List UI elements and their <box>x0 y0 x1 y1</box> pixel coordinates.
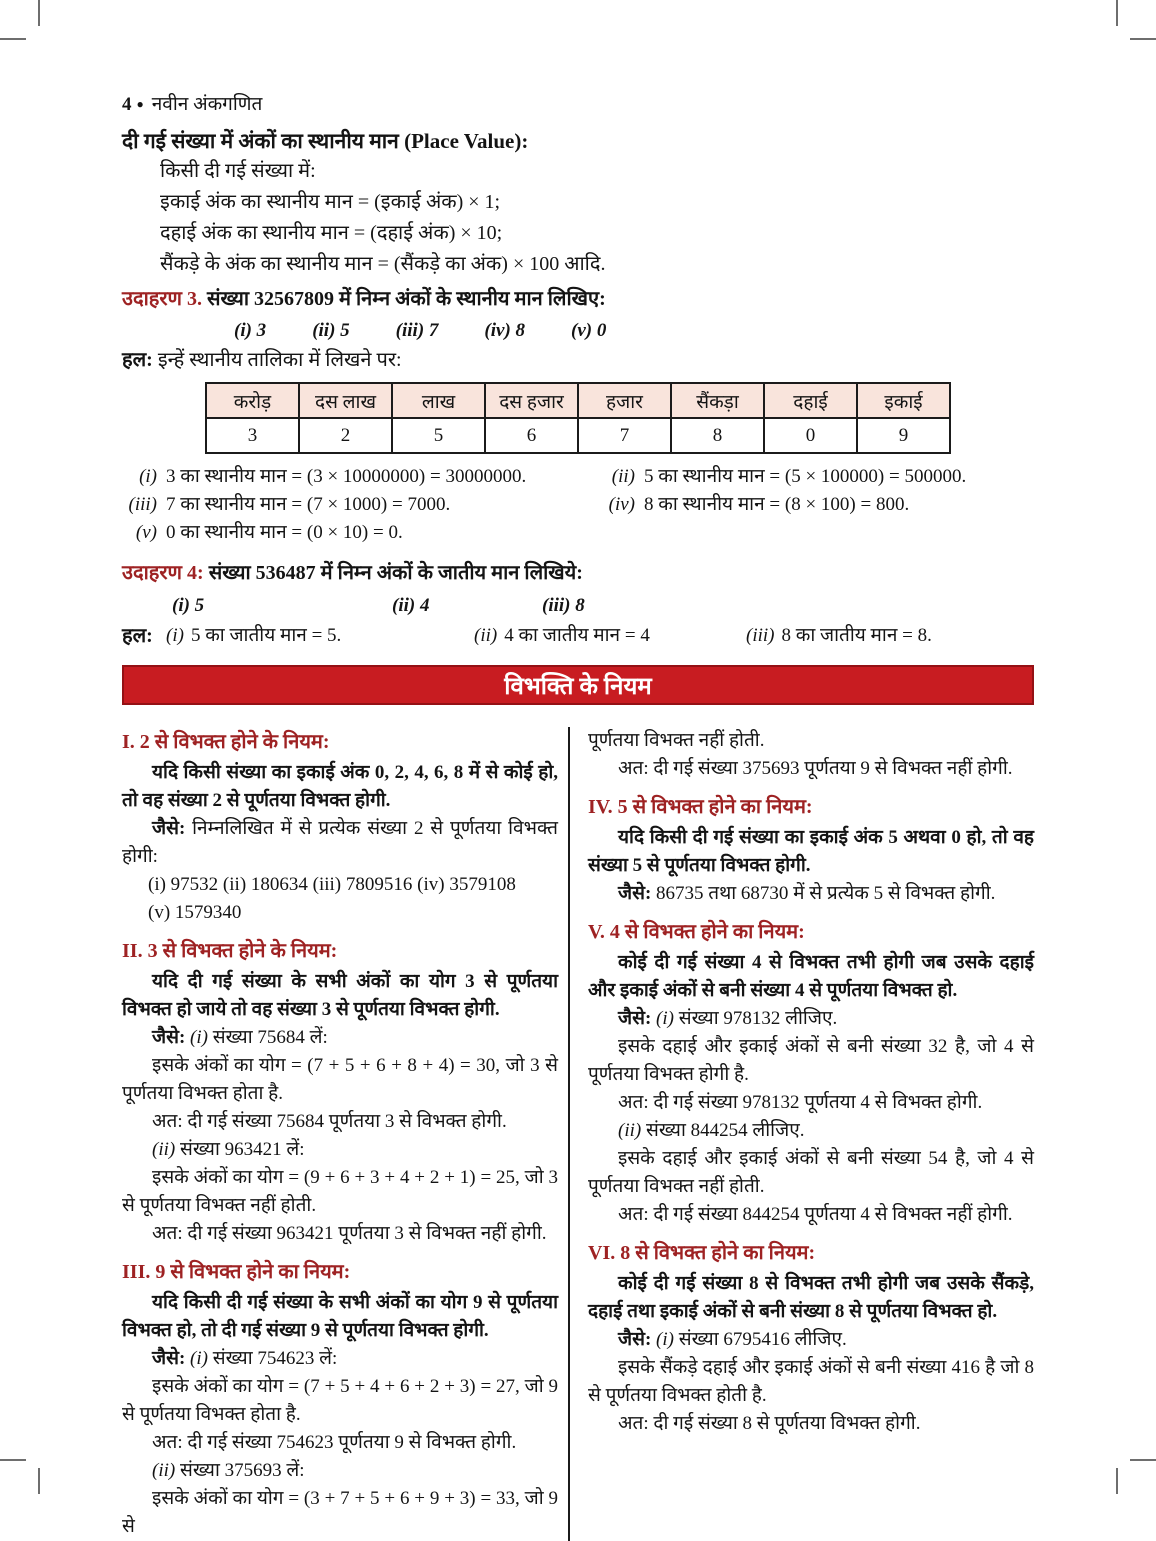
rule-section-6 <box>588 1238 1034 1438</box>
result-text: 8 का स्थानीय मान = (8 × 100) = 800. <box>644 494 910 515</box>
place-value-line-1: किसी दी गई संख्या में: <box>160 160 316 182</box>
rules-columns <box>122 727 1034 1541</box>
crop-mark-bottom-right-v <box>1116 1468 1118 1494</box>
result-item <box>600 463 966 491</box>
rule-6-line: इसके सैंकड़े दहाई और इकाई अंकों से बनी संख्या 416 है जो 8 से पूर्णतया विभक्त होती है. <box>588 1357 1034 1406</box>
result-text: 7 का स्थानीय मान = (7 × 1000) = 7000. <box>166 494 451 515</box>
bullet-icon: ● <box>136 97 144 111</box>
table-digit-cell: 5 <box>392 418 485 453</box>
example4-item-i: (i) 5 <box>172 595 205 616</box>
solution-intro-text: इन्हें स्थानीय तालिका में लिखने पर: <box>157 349 402 371</box>
jaise-text: संख्या 6795416 लीजिए. <box>678 1329 847 1350</box>
item-number: (i) <box>656 1008 674 1029</box>
rule-3-line: इसके अंकों का योग = (3 + 7 + 5 + 6 + 9 + 3) = 33, जो 9 से <box>122 1488 558 1537</box>
table-digit-cell: 0 <box>764 418 857 453</box>
table-header-cell: हजार <box>578 383 671 418</box>
result-text: 5 का जातीय मान = 5. <box>190 625 342 646</box>
result-item <box>600 491 909 519</box>
rule-section-2 <box>122 936 558 1248</box>
rule-3-heading: III. 9 से विभक्त होने का नियम: <box>122 1261 351 1283</box>
crop-mark-top-left-h <box>0 38 26 40</box>
item-number: (i) <box>190 1348 208 1369</box>
rule-1-example-intro <box>122 815 558 871</box>
page-content <box>122 92 1034 1541</box>
rule-5-heading: V. 4 से विभक्त होने का नियम: <box>588 921 805 943</box>
table-header-cell: इकाई <box>857 383 950 418</box>
book-title: नवीन अंकगणित <box>151 94 263 115</box>
rule-4-example-intro <box>588 880 1034 908</box>
result-number: (iii) <box>128 494 157 515</box>
crop-mark-top-right-h <box>1130 38 1156 40</box>
crop-mark-top-left-v <box>38 0 40 26</box>
table-header-cell: सैंकड़ा <box>671 383 764 418</box>
result-text: 8 का जातीय मान = 8. <box>781 625 932 646</box>
result-number: (i) <box>166 625 184 646</box>
example4-items <box>122 591 1034 621</box>
rule-5-line <box>588 1117 1034 1145</box>
table-header-cell: दहाई <box>764 383 857 418</box>
line-text: संख्या 844254 लीजिए. <box>645 1120 805 1141</box>
jaise-label: जैसे: <box>152 1348 186 1369</box>
rule-2-line: इसके अंकों का योग = (9 + 6 + 3 + 4 + 2 + 1) = 25, जो 3 से पूर्णतया विभक्त नहीं होती. <box>122 1167 558 1216</box>
result-number: (ii) <box>611 466 635 487</box>
result-item <box>166 621 474 651</box>
table-header-cell: दस हजार <box>485 383 578 418</box>
result-item <box>746 621 932 651</box>
example3-item-i: (i) 3 <box>234 320 267 341</box>
crop-mark-top-right-v <box>1116 0 1118 26</box>
place-value-line-2: इकाई अंक का स्थानीय मान = (इकाई अंक) × 1; <box>160 191 501 213</box>
jaise-text: संख्या 754623 लें: <box>212 1348 338 1369</box>
rule-section-5 <box>588 917 1034 1229</box>
rule-3-cont-line: पूर्णतया विभक्त नहीं होती. <box>588 730 765 751</box>
crop-mark-bottom-left-h <box>0 1459 26 1461</box>
rule-2-example-intro <box>122 1024 558 1052</box>
result-item <box>122 463 600 491</box>
page-number: 4 <box>122 94 132 115</box>
line-text: संख्या 375693 लें: <box>179 1460 305 1481</box>
table-digit-cell: 3 <box>206 418 299 453</box>
rule-6-heading: VI. 8 से विभक्त होने का नियम: <box>588 1242 816 1264</box>
rule-4-statement: यदि किसी दी गई संख्या का इकाई अंक 5 अथवा 0 हो, तो वह संख्या 5 से पूर्णतया विभक्त होगी. <box>588 827 1034 876</box>
example4-heading <box>122 557 1034 590</box>
example4-statement: संख्या 536487 में निम्न अंकों के जातीय मान लिखिये: <box>208 562 583 584</box>
result-text: 0 का स्थानीय मान = (0 × 10) = 0. <box>166 522 403 543</box>
rule-2-statement: यदि दी गई संख्या के सभी अंकों का योग 3 से पूर्णतया विभक्त हो जाये तो वह संख्या 3 से पूर्णतया विभक्त होगी. <box>122 971 558 1020</box>
solution-label: हल: <box>122 625 153 647</box>
example4-item-iii: (iii) 8 <box>542 595 585 616</box>
example3-heading <box>122 283 1034 316</box>
table-digit-row <box>206 418 950 453</box>
table-digit-cell: 7 <box>578 418 671 453</box>
rule-5-statement: कोई दी गई संख्या 4 से विभक्त तभी होगी जब उसके दहाई और इकाई अंकों से बनी संख्या 4 से पूर्णतया विभक्त हो. <box>588 952 1034 1001</box>
rule-1-heading: I. 2 से विभक्त होने के नियम: <box>122 731 330 753</box>
item-number: (ii) <box>152 1460 176 1481</box>
rule-2-line: इसके अंकों का योग = (7 + 5 + 6 + 8 + 4) = 30, जो 3 से पूर्णतया विभक्त होता है. <box>122 1055 558 1104</box>
result-number: (i) <box>139 466 157 487</box>
item-number: (ii) <box>618 1120 642 1141</box>
rule-5-line: अत: दी गई संख्या 978132 पूर्णतया 4 से विभक्त होगी. <box>618 1092 983 1113</box>
place-value-line-4: सैंकड़े के अंक का स्थानीय मान = (सैंकड़े का अंक) × 100 आदि. <box>160 253 606 275</box>
example3-items <box>234 316 1034 345</box>
table-header-cell: करोड़ <box>206 383 299 418</box>
jaise-label: जैसे: <box>618 883 652 904</box>
rule-1-numbers-line-2: (v) 1579340 <box>148 902 242 923</box>
result-item <box>122 491 600 519</box>
rule-3-statement: यदि किसी दी गई संख्या के सभी अंकों का योग 9 से पूर्णतया विभक्त हो, तो दी गई संख्या 9 से पूर्णतया विभक्त होगी. <box>122 1292 558 1341</box>
rule-2-line <box>122 1136 558 1164</box>
line-text: संख्या 963421 लें: <box>179 1139 305 1160</box>
example3-label: उदाहरण 3. <box>122 288 203 310</box>
result-item <box>122 519 600 547</box>
table-header-cell: दस लाख <box>299 383 392 418</box>
example4-item-ii: (ii) 4 <box>392 595 430 616</box>
example4-label: उदाहरण 4: <box>122 562 204 584</box>
rule-1-numbers-line-1: (i) 97532 (ii) 180634 (iii) 7809516 (iv) 3579108 <box>148 874 516 895</box>
table-header-row <box>206 383 950 418</box>
example4-results <box>122 621 1034 651</box>
table-digit-cell: 6 <box>485 418 578 453</box>
jaise-text: 86735 तथा 68730 में से प्रत्येक 5 से विभक्त होगी. <box>656 883 996 904</box>
rule-5-line: इसके दहाई और इकाई अंकों से बनी संख्या 54 है, जो 4 से पूर्णतया विभक्त नहीं होती. <box>588 1148 1034 1197</box>
result-item <box>474 621 746 651</box>
place-value-table <box>205 382 951 454</box>
rule-1-statement: यदि किसी संख्या का इकाई अंक 0, 2, 4, 6, 8 में से कोई हो, तो वह संख्या 2 से पूर्णतया विभक्त होगी. <box>122 762 558 811</box>
rule-3-cont-line: अत: दी गई संख्या 375693 पूर्णतया 9 से विभक्त नहीं होगी. <box>618 758 1013 779</box>
rule-6-example-intro <box>588 1326 1034 1354</box>
jaise-label: जैसे: <box>618 1329 652 1350</box>
rules-column-left <box>122 727 568 1541</box>
rule-2-line: अत: दी गई संख्या 963421 पूर्णतया 3 से विभक्त नहीं होगी. <box>152 1223 547 1244</box>
table-digit-cell: 2 <box>299 418 392 453</box>
jaise-text: संख्या 75684 लें: <box>212 1027 328 1048</box>
place-value-line-3: दहाई अंक का स्थानीय मान = (दहाई अंक) × 10; <box>160 222 503 244</box>
jaise-text: निम्नलिखित में से प्रत्येक संख्या 2 से पूर्णतया विभक्त होगी: <box>122 818 558 867</box>
rule-5-line: अत: दी गई संख्या 844254 पूर्णतया 4 से विभक्त नहीं होगी. <box>618 1204 1013 1225</box>
table-digit-cell: 9 <box>857 418 950 453</box>
result-text: 3 का स्थानीय मान = (3 × 10000000) = 30000000. <box>166 466 527 487</box>
item-number: (i) <box>656 1329 674 1350</box>
rule-4-heading: IV. 5 से विभक्त होने का नियम: <box>588 796 813 818</box>
rule-section-4 <box>588 792 1034 908</box>
solution-label: हल: <box>122 349 153 371</box>
example3-item-iv: (iv) 8 <box>484 320 526 341</box>
result-number: (iii) <box>746 625 775 646</box>
rule-6-line: अत: दी गई संख्या 8 से पूर्णतया विभक्त होगी. <box>618 1413 921 1434</box>
result-row <box>122 491 1034 519</box>
rule-2-heading: II. 3 से विभक्त होने के नियम: <box>122 940 338 962</box>
example3-item-v: (v) 0 <box>571 320 607 341</box>
jaise-text: संख्या 978132 लीजिए. <box>678 1008 838 1029</box>
rule-5-line: इसके दहाई और इकाई अंकों से बनी संख्या 32 है, जो 4 से पूर्णतया विभक्त होगी है. <box>588 1036 1034 1085</box>
crop-mark-bottom-left-v <box>38 1468 40 1494</box>
rules-column-right <box>570 727 1034 1541</box>
result-text: 5 का स्थानीय मान = (5 × 100000) = 500000. <box>644 466 967 487</box>
rule-3-example-intro <box>122 1345 558 1373</box>
place-value-heading: दी गई संख्या में अंकों का स्थानीय मान (Place Value): <box>122 129 529 153</box>
result-number: (iv) <box>608 494 635 515</box>
rule-section-3 <box>122 1257 558 1541</box>
rule-section-1 <box>122 727 558 927</box>
table-digit-cell: 8 <box>671 418 764 453</box>
result-text: 4 का जातीय मान = 4 <box>504 625 650 646</box>
jaise-label: जैसे: <box>152 818 186 839</box>
item-number: (i) <box>190 1027 208 1048</box>
example3-item-iii: (iii) 7 <box>395 320 439 341</box>
example3-statement: संख्या 32567809 में निम्न अंकों के स्थानीय मान लिखिए: <box>207 288 606 310</box>
table-header-cell: लाख <box>392 383 485 418</box>
rule-3-line: इसके अंकों का योग = (7 + 5 + 4 + 6 + 2 + 3) = 27, जो 9 से पूर्णतया विभक्त होता है. <box>122 1376 558 1425</box>
example3-results <box>122 463 1034 547</box>
result-row <box>122 519 1034 547</box>
result-row <box>122 463 1034 491</box>
rule-3-line <box>122 1457 558 1485</box>
rule-3-line: अत: दी गई संख्या 754623 पूर्णतया 9 से विभक्त होगी. <box>152 1432 517 1453</box>
example3-item-ii: (ii) 5 <box>312 320 350 341</box>
running-head <box>122 92 1034 117</box>
divisibility-rules-banner <box>122 665 1034 705</box>
rule-3-continuation <box>588 727 1034 783</box>
result-number: (v) <box>135 522 157 543</box>
crop-mark-bottom-right-h <box>1130 1459 1156 1461</box>
result-number: (ii) <box>474 625 498 646</box>
jaise-label: जैसे: <box>618 1008 652 1029</box>
jaise-label: जैसे: <box>152 1027 186 1048</box>
rule-6-statement: कोई दी गई संख्या 8 से विभक्त तभी होगी जब उसके सैंकड़े, दहाई तथा इकाई अंकों से बनी संख्या 8 से पूर्णतया विभक्त हो. <box>588 1273 1034 1322</box>
rule-2-line: अत: दी गई संख्या 75684 पूर्णतया 3 से विभक्त होगी. <box>152 1111 507 1132</box>
item-number: (ii) <box>152 1139 176 1160</box>
rule-5-example-intro <box>588 1005 1034 1033</box>
example3-solution-intro <box>122 345 1034 375</box>
banner-title: विभक्ति के नियम <box>504 673 652 700</box>
